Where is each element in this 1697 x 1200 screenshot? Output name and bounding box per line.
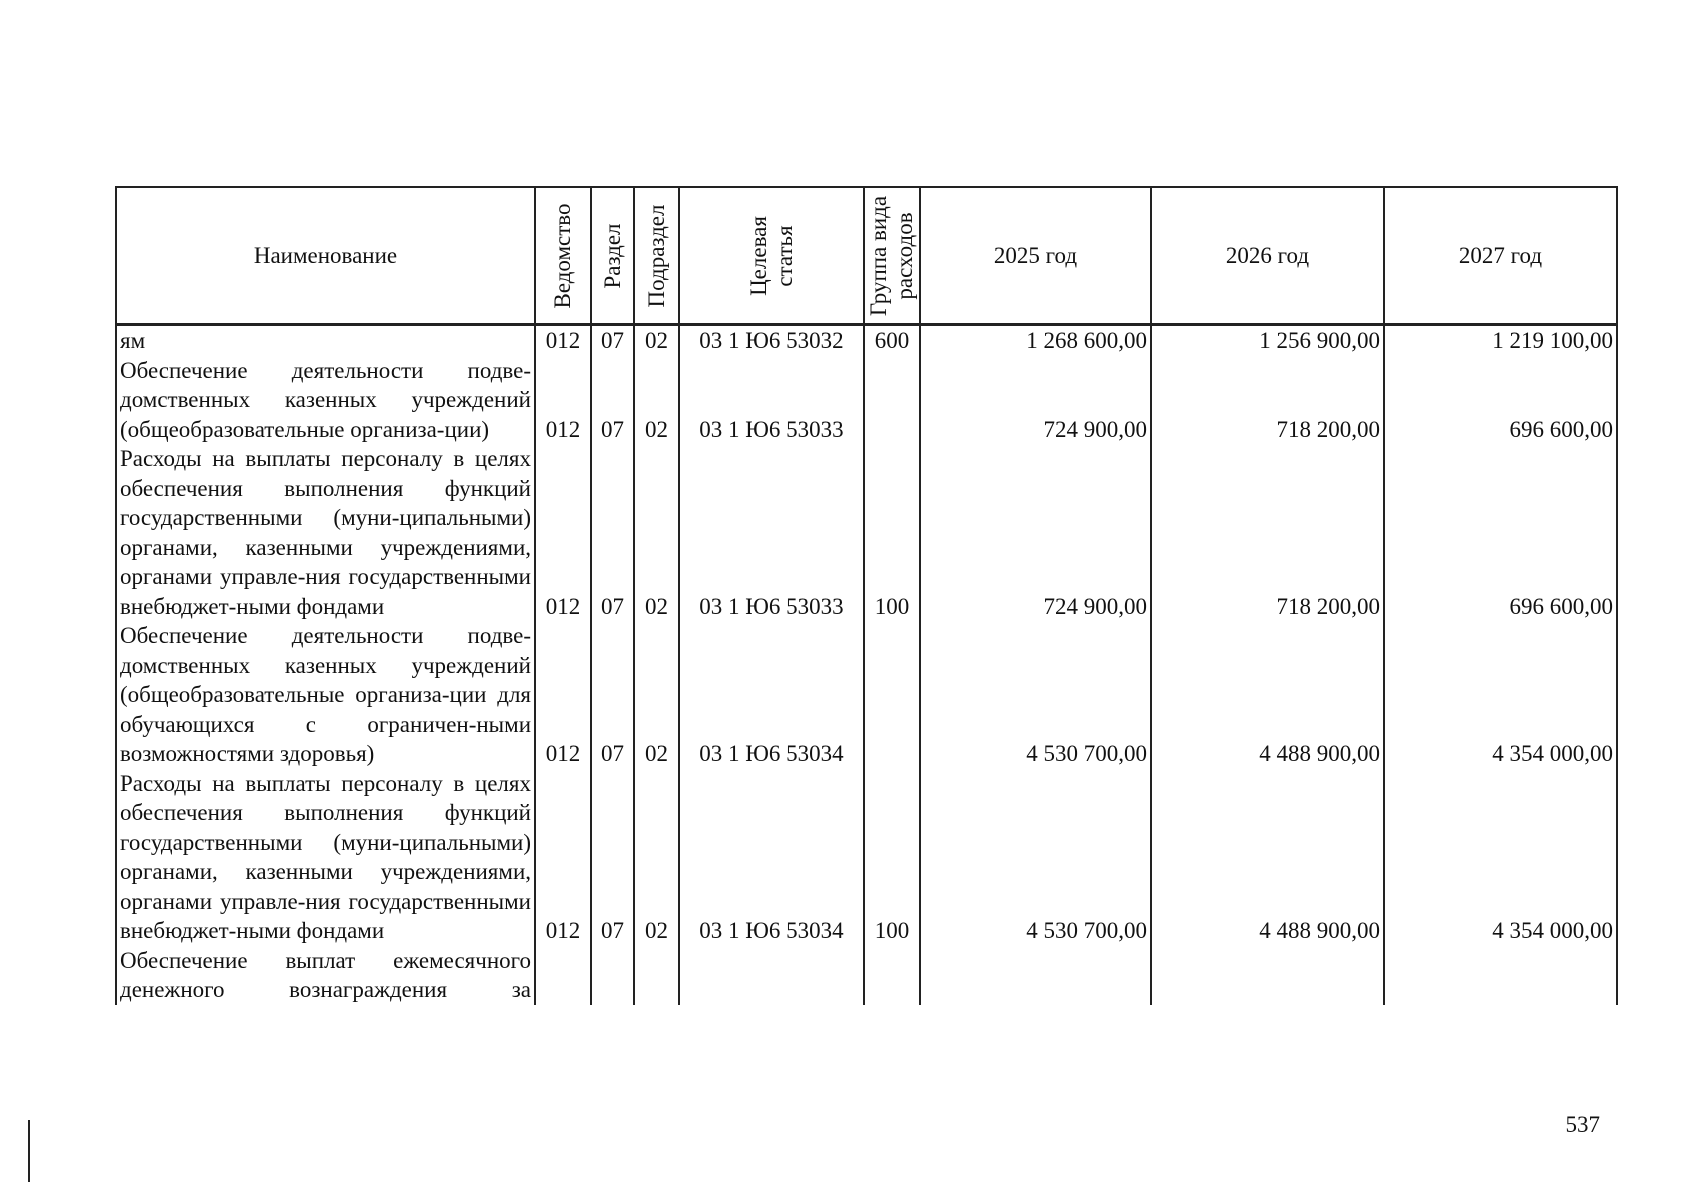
row-2026: 4 488 900,00 xyxy=(1151,621,1384,769)
row-gruppa-vida xyxy=(864,946,920,1005)
row-2027: 4 354 000,00 xyxy=(1384,621,1617,769)
row-2027 xyxy=(1384,946,1617,1005)
table-row xyxy=(116,621,1617,769)
table-row xyxy=(116,444,1617,621)
row-gruppa-vida: 600 xyxy=(864,325,920,356)
row-celevaya-statya xyxy=(679,946,864,1005)
row-2027: 696 600,00 xyxy=(1384,356,1617,445)
row-2027: 696 600,00 xyxy=(1384,444,1617,621)
row-name: Обеспечение деятельности подве-домственных казенных учреждений (общеобразовательные организа-ции для обучающихся с ограничен-ными возможностями здоровья) xyxy=(116,621,535,769)
row-name: Расходы на выплаты персоналу в целях обеспечения выполнения функций государственными (муни-ципальными) органами, казенными учреждениями, органами управле-ния государственными внебюджет-ными фондами xyxy=(116,769,535,946)
row-gruppa-vida xyxy=(864,356,920,445)
row-gruppa-vida xyxy=(864,621,920,769)
header-celevaya-statya: Целевая статья xyxy=(679,187,864,325)
row-2026: 718 200,00 xyxy=(1151,356,1384,445)
page-number: 537 xyxy=(1565,1112,1600,1137)
row-podrazdel: 02 xyxy=(634,769,679,946)
row-name: Обеспечение деятельности подве-домственных казенных учреждений (общеобразовательные организа-ции) xyxy=(116,356,535,445)
row-2025: 4 530 700,00 xyxy=(920,621,1151,769)
header-row xyxy=(116,187,1617,325)
table-row xyxy=(116,356,1617,445)
row-razdel: 07 xyxy=(591,444,634,621)
row-vedomstvo: 012 xyxy=(535,356,591,445)
table-row xyxy=(116,769,1617,946)
row-vedomstvo: 012 xyxy=(535,769,591,946)
row-gruppa-vida: 100 xyxy=(864,444,920,621)
row-razdel: 07 xyxy=(591,356,634,445)
row-name: ям xyxy=(116,325,535,356)
row-gruppa-vida: 100 xyxy=(864,769,920,946)
header-gruppa-vida: Группа вида расходов xyxy=(864,187,920,325)
row-2025: 724 900,00 xyxy=(920,356,1151,445)
margin-line xyxy=(28,1120,30,1182)
row-razdel: 07 xyxy=(591,621,634,769)
row-celevaya-statya: 03 1 Ю6 53033 xyxy=(679,356,864,445)
row-name: Расходы на выплаты персоналу в целях обеспечения выполнения функций государственными (муни-ципальными) органами, казенными учреждениями, органами управле-ния государственными внебюджет-ными фондами xyxy=(116,444,535,621)
row-celevaya-statya: 03 1 Ю6 53033 xyxy=(679,444,864,621)
row-vedomstvo: 012 xyxy=(535,444,591,621)
header-2027: 2027 год xyxy=(1384,187,1617,325)
row-2026: 1 256 900,00 xyxy=(1151,325,1384,356)
row-2025: 1 268 600,00 xyxy=(920,325,1151,356)
row-name: Обеспечение выплат ежемесячного денежного вознаграждения за xyxy=(116,946,535,1005)
row-razdel: 07 xyxy=(591,769,634,946)
table-row xyxy=(116,946,1617,1005)
row-2026: 718 200,00 xyxy=(1151,444,1384,621)
header-podrazdel: Подраздел xyxy=(634,187,679,325)
row-podrazdel: 02 xyxy=(634,444,679,621)
row-2025: 4 530 700,00 xyxy=(920,769,1151,946)
row-celevaya-statya: 03 1 Ю6 53034 xyxy=(679,621,864,769)
budget-table xyxy=(115,186,1618,1005)
row-2027: 4 354 000,00 xyxy=(1384,769,1617,946)
header-2025: 2025 год xyxy=(920,187,1151,325)
row-celevaya-statya: 03 1 Ю6 53034 xyxy=(679,769,864,946)
table-row xyxy=(116,325,1617,356)
row-vedomstvo: 012 xyxy=(535,325,591,356)
row-podrazdel xyxy=(634,946,679,1005)
row-celevaya-statya: 03 1 Ю6 53032 xyxy=(679,325,864,356)
header-2026: 2026 год xyxy=(1151,187,1384,325)
row-2025 xyxy=(920,946,1151,1005)
row-2027: 1 219 100,00 xyxy=(1384,325,1617,356)
row-vedomstvo: 012 xyxy=(535,621,591,769)
row-2026: 4 488 900,00 xyxy=(1151,769,1384,946)
header-vedomstvo: Ведомство xyxy=(535,187,591,325)
row-razdel: 07 xyxy=(591,325,634,356)
row-podrazdel: 02 xyxy=(634,621,679,769)
row-podrazdel: 02 xyxy=(634,356,679,445)
row-podrazdel: 02 xyxy=(634,325,679,356)
row-razdel xyxy=(591,946,634,1005)
header-name: Наименование xyxy=(116,187,535,325)
header-razdel: Раздел xyxy=(591,187,634,325)
row-2025: 724 900,00 xyxy=(920,444,1151,621)
row-vedomstvo xyxy=(535,946,591,1005)
row-2026 xyxy=(1151,946,1384,1005)
